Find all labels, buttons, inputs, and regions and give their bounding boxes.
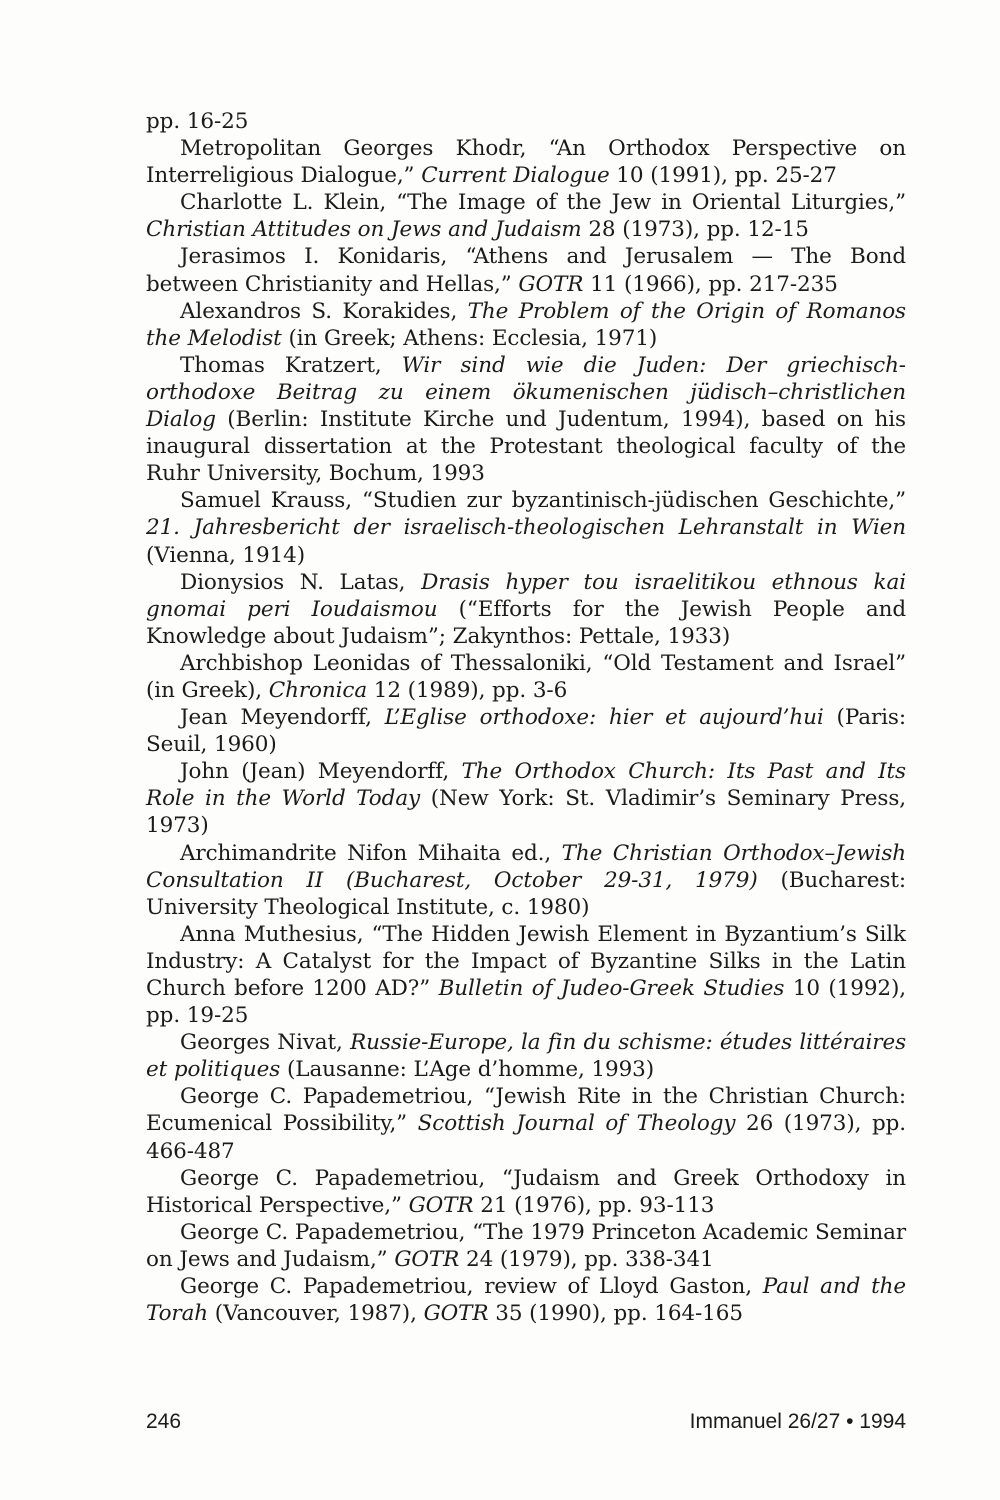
bibliography-entry	[146, 243, 906, 297]
bibliography-list	[146, 108, 906, 1327]
entry-text: Charlotte L. Klein, “The Image of the Jew in Oriental Liturgies,”	[180, 190, 906, 216]
entry-title-italic: 21. Jahresbericht der israelisch-theologischen Lehranstalt in Wien	[146, 515, 906, 541]
bibliography-entry	[146, 1219, 906, 1273]
entry-title-italic: GOTR	[518, 271, 584, 297]
entry-text: George C. Papademetriou, “The 1979 Princeton Academic Seminar on Jews and Judaism,”	[146, 1219, 906, 1272]
bibliography-entry	[146, 352, 906, 487]
entry-text: (Vienna, 1914)	[146, 542, 306, 568]
entry-text: John (Jean) Meyendorff,	[180, 759, 462, 785]
journal-info: Immanuel 26/27 • 1994	[689, 1410, 906, 1433]
entry-title-italic: Wir sind wie die Juden: Der griechisch-orthodoxe Beitrag zu einem ökumenischen jüdisch–christlichen Dialog	[146, 352, 906, 433]
bibliography-entry	[146, 1273, 906, 1327]
entry-title-italic: The Christian Orthodox–Jewish Consultation II (Bucharest, October 29-31, 1979)	[146, 840, 907, 893]
entry-text: (“Efforts for the Jewish People and Knowledge about Judaism”; Zakynthos: Pettale, 1933)	[146, 596, 907, 649]
entry-title-italic: Current Dialogue	[421, 163, 610, 189]
bibliography-entry	[146, 569, 906, 650]
entry-text: (Bucharest: University Theological Institute, c. 1980)	[146, 867, 906, 920]
entry-title-italic: Chronica	[268, 677, 368, 703]
bibliography-entry	[146, 840, 906, 921]
entry-text: George C. Papademetriou, review of Lloyd Gaston,	[180, 1274, 763, 1300]
bibliography-entry	[146, 135, 906, 189]
bibliography-entry	[146, 1029, 906, 1083]
bibliography-entry	[146, 1165, 906, 1219]
entry-title-italic: Drasis hyper tou israelitikou ethnous kai gnomai peri Ioudaismou	[146, 569, 906, 622]
entry-text: 12 (1989), pp. 3-6	[367, 677, 568, 703]
entry-title-italic: Christian Attitudes on Jews and Judaism	[146, 217, 582, 243]
entry-text: Samuel Krauss, “Studien zur byzantinisch-jüdischen Geschichte,”	[180, 488, 906, 514]
entry-title-italic: GOTR	[423, 1301, 489, 1327]
entry-text: (Vancouver, 1987),	[208, 1301, 424, 1327]
entry-title-italic: Bulletin of Judeo-Greek Studies	[438, 976, 785, 1001]
entry-text: (Paris: Seuil, 1960)	[146, 705, 906, 758]
entry-text: 28 (1973), pp. 12-15	[581, 217, 809, 243]
entry-title-italic: Scottish Journal of Theology	[417, 1111, 736, 1137]
bibliography-entry	[146, 704, 906, 758]
bibliography-entry	[146, 487, 906, 568]
bibliography-entry	[146, 1083, 906, 1164]
bibliography-entry	[146, 758, 906, 839]
entry-text: 24 (1979), pp. 338-341	[459, 1246, 714, 1272]
entry-text: Dionysios N. Latas,	[180, 569, 422, 595]
entry-text: (Lausanne: L’Age d’homme, 1993)	[280, 1057, 655, 1083]
entry-text: 26 (1973), pp. 466-487	[146, 1111, 907, 1164]
entry-title-italic: The Orthodox Church: Its Past and Its Role in the World Today	[146, 759, 906, 812]
entry-text: 21 (1976), pp. 93-113	[473, 1192, 715, 1218]
entry-text: George C. Papademetriou, “Jewish Rite in the Christian Church: Ecumenical Possibility,”	[146, 1084, 906, 1137]
entry-text: Anna Muthesius, “The Hidden Jewish Element in Byzantium’s Silk Industry: A Catalyst for the Impact of Byzantine Silks in the Latin Church before 1200 AD?”	[146, 921, 906, 1001]
entry-title-italic: L’Eglise orthodoxe: hier et aujourd’hui	[384, 705, 824, 731]
entry-text: Alexandros S. Korakides,	[180, 298, 468, 324]
entry-title-italic: Paul and the Torah	[146, 1274, 906, 1327]
entry-text: 35 (1990), pp. 164-165	[488, 1301, 743, 1327]
entry-title-italic: The Problem of the Origin of Romanos the Melodist	[146, 298, 906, 351]
entry-text: Archimandrite Nifon Mihaita ed.,	[180, 840, 562, 866]
entry-text: Jerasimos I. Konidaris, “Athens and Jerusalem — The Bond between Christianity and Hellas,”	[146, 244, 906, 297]
bibliography-entries	[146, 135, 906, 1327]
entry-title-italic: GOTR	[394, 1246, 460, 1272]
page-footer	[146, 1410, 906, 1440]
entry-text: Archbishop Leonidas of Thessaloniki, “Old Testament and Israel” (in Greek),	[146, 650, 906, 703]
entry-title-italic: Russie-Europe, la fin du schisme: études littéraires et politiques	[146, 1030, 906, 1083]
entry-text: George C. Papademetriou, “Judaism and Greek Orthodoxy in Historical Perspective,”	[146, 1165, 906, 1218]
entry-text: Thomas Kratzert,	[180, 352, 402, 378]
bibliography-entry	[146, 298, 906, 352]
entry-text: 10 (1991), pp. 25-27	[609, 163, 837, 189]
bibliography-entry	[146, 921, 906, 1029]
entry-text: Metropolitan Georges Khodr, “An Orthodox Perspective on Interreligious Dialogue,”	[146, 136, 906, 189]
entry-text: (Berlin: Institute Kirche und Judentum, 1994), based on his inaugural dissertation at the Protestant theological faculty of the Ruhr University, Bochum, 1993	[146, 407, 906, 487]
entry-text: 11 (1966), pp. 217-235	[583, 271, 838, 297]
entry-text: Georges Nivat,	[180, 1030, 351, 1056]
bibliography-entry	[146, 189, 906, 243]
entry-text: (in Greek; Athens: Ecclesia, 1971)	[281, 325, 658, 351]
entry-title-italic: GOTR	[408, 1192, 474, 1218]
continuation-line: pp. 16-25	[146, 109, 249, 134]
entry-text: Jean Meyendorff,	[180, 705, 385, 731]
entry-text: (New York: St. Vladimir’s Seminary Press, 1973)	[146, 786, 906, 839]
bibliography-entry	[146, 650, 906, 704]
page-number: 246	[146, 1410, 182, 1433]
entry-text: 10 (1992), pp. 19-25	[146, 976, 906, 1029]
